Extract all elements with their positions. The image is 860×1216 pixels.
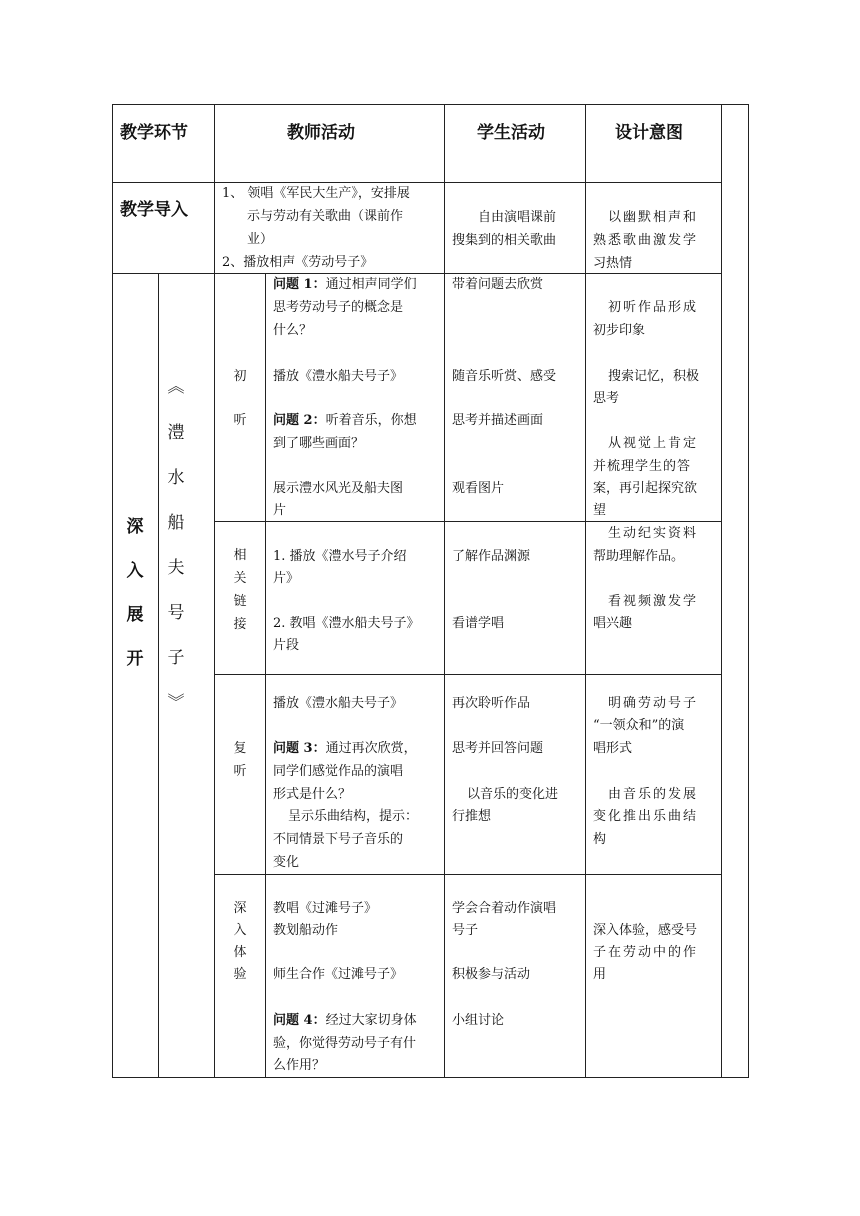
first-listen-student: 思考并描述画面 [452,413,544,428]
relisten-intent: 构 [593,832,607,847]
link-label-char: 关 [233,571,247,586]
header-student-activity: 学生活动 [477,123,545,143]
deep-teacher: 教唱《过滩号子》 [273,901,378,916]
deep-intent: 子在劳动中的作 [593,945,699,960]
deep-label-char: 入 [233,923,247,938]
show-images: 展示澧水风光及船夫图 [273,481,404,496]
song-title-char: ︽ [167,377,185,397]
first-listen-intent: 从视觉上肯定 [608,436,699,451]
first-listen-intent: 望 [593,503,607,518]
first-listen-intent: 初步印象 [593,323,646,338]
deep-student: 小组讨论 [452,1013,505,1028]
relisten-play: 播放《澧水船夫号子》 [273,696,404,711]
song-title-char: 子 [167,648,185,668]
first-listen-intent: 案，再引起探究欲 [593,481,698,496]
link-teacher: 2. 教唱《澧水船夫号子》 [273,616,420,631]
first-listen-student: 随音乐听赏、感受 [452,369,557,384]
relisten-intent: 由音乐的发展 [608,787,699,802]
question-2-line: 到了哪些画面？ [273,436,365,451]
relisten-intent: “一领众和”的演 [593,718,685,733]
deep-label-char: 深 [233,901,247,916]
first-listen-intent: 搜索记忆，积极 [608,369,700,384]
intro-teacher-item-1a: 1、 领唱《军民大生产》，安排展 [222,186,410,201]
table-border-top [112,104,749,105]
deep-intent: 用 [593,967,607,982]
intro-student-b: 搜集到的相关歌曲 [452,233,557,248]
link-teacher: 片段 [273,638,300,653]
intro-intent-a: 以幽默相声和 [608,210,699,225]
deep-intent: 深入体验，感受号 [593,923,698,938]
relisten-student: 以音乐的变化进 [467,787,559,802]
first-listen-student: 观看图片 [452,481,505,496]
deep-teacher: 教划船动作 [273,923,339,938]
link-intent: 生动纪实资料 [608,526,699,541]
relisten-intent: 变化推出乐曲结 [593,809,699,824]
song-title-char: 船 [167,513,185,533]
header-teacher-activity: 教师活动 [287,123,355,143]
intro-label: 教学导入 [120,200,188,220]
link-label-char: 接 [233,617,247,632]
section-label-char: 开 [126,649,144,669]
header-design-intent: 设计意图 [615,123,683,143]
song-title-char: 号 [167,603,185,623]
question-4: 问题 4：经过大家切身体 [273,1013,417,1028]
deep-student: 号子 [452,923,479,938]
first-listen-label: 听 [233,413,247,428]
col-divider [265,273,266,1078]
table-border-bottom [112,1077,749,1078]
first-listen-intent: 思考 [593,391,620,406]
song-title-char: 澧 [167,423,185,443]
relisten-label: 复 [233,741,247,756]
question-3-line: 形式是什么？ [273,787,352,802]
link-intent: 唱兴趣 [593,616,633,631]
section-label-char: 展 [126,605,144,625]
first-listen-student: 带着问题去欣赏 [452,277,544,292]
deep-student: 学会合着动作演唱 [452,901,557,916]
intro-intent-b: 熟悉歌曲激发学 [593,233,699,248]
play-song: 播放《澧水船夫号子》 [273,369,404,384]
question-3-line: 同学们感觉作品的演唱 [273,764,404,779]
deep-teacher: 师生合作《过滩号子》 [273,967,404,982]
question-1-line: 思考劳动号子的概念是 [273,300,404,315]
link-student: 看谱学唱 [452,616,505,631]
col-divider [585,104,586,1078]
row-divider [112,182,722,183]
question-1: 问题 1：通过相声同学们 [273,277,417,292]
relisten-structure: 不同情景下号子音乐的 [273,832,404,847]
deep-student: 积极参与活动 [452,967,531,982]
link-intent: 帮助理解作品。 [593,549,685,564]
section-label-char: 入 [126,561,144,581]
relisten-intent: 明确劳动号子 [608,696,699,711]
question-3: 问题 3：通过再次欣赏， [273,741,417,756]
header-teaching-stage: 教学环节 [120,123,188,143]
intro-teacher-item-1c: 业） [247,232,274,247]
question-2: 问题 2：听着音乐，你想 [273,413,417,428]
table-border-right [748,104,749,1078]
intro-intent-c: 习热情 [593,256,633,271]
question-4-line: 验，你觉得劳动号子有什 [273,1036,417,1051]
link-intent: 看视频激发学 [608,594,699,609]
table-border-left [112,104,113,1078]
show-images-line: 片 [273,503,287,518]
first-listen-intent: 初听作品形成 [608,300,699,315]
row-divider [214,521,722,522]
col-divider [158,273,159,1078]
question-1-line: 什么？ [273,323,313,338]
col-divider [214,104,215,1078]
song-title-char: 夫 [167,558,185,578]
intro-teacher-item-1b: 示与劳动有关歌曲（课前作 [247,209,404,224]
relisten-student: 再次聆听作品 [452,696,531,711]
relisten-structure: 变化 [273,855,300,870]
col-divider [444,104,445,1078]
first-listen-label: 初 [233,369,247,384]
link-label-char: 相 [233,548,247,563]
relisten-intent: 唱形式 [593,741,633,756]
col-divider [721,104,722,1078]
intro-teacher-item-2: 2、播放相声《劳动号子》 [222,255,374,270]
section-label-char: 深 [126,517,144,537]
question-4-line: 么作用？ [273,1058,326,1073]
link-teacher: 片》 [273,571,300,586]
relisten-student: 行推想 [452,809,492,824]
row-divider [214,674,722,675]
intro-student-a: 自由演唱课前 [478,210,557,225]
deep-label-char: 验 [233,967,247,982]
link-student: 了解作品渊源 [452,549,531,564]
relisten-structure: 呈示乐曲结构，提示： [288,809,419,824]
link-teacher: 1. 播放《澧水号子介绍 [273,549,407,564]
relisten-label: 听 [233,764,247,779]
first-listen-intent: 并梳理学生的答 [593,459,692,474]
deep-label-char: 体 [233,945,247,960]
song-title-char: ︾ [167,693,185,713]
song-title-char: 水 [167,468,185,488]
relisten-student: 思考并回答问题 [452,741,544,756]
link-label-char: 链 [233,594,247,609]
